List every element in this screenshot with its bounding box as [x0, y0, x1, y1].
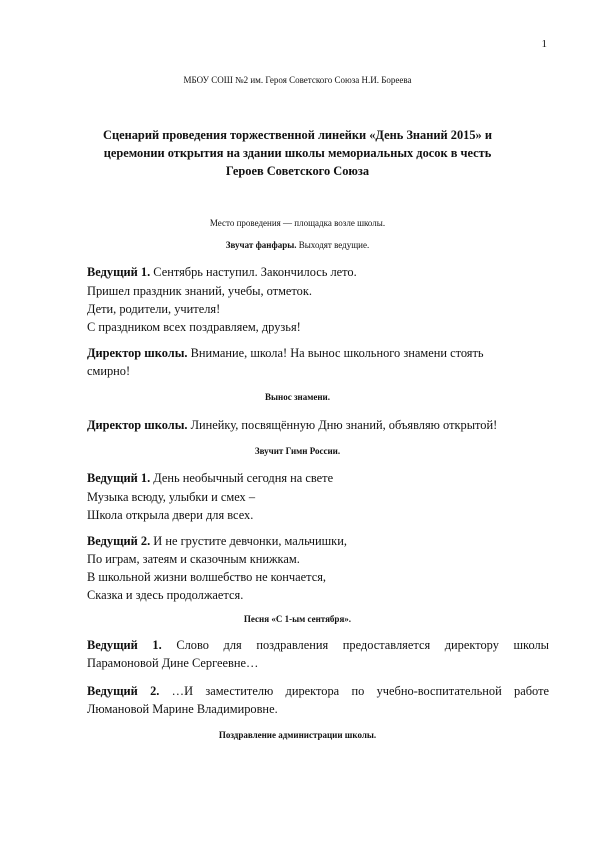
stage-direction-song: Песня «С 1-ым сентября».: [243, 614, 352, 624]
speech-text: День необычный сегодня на свете: [150, 471, 334, 485]
venue-note: Место проведения — площадка возле школы.: [209, 218, 386, 228]
block7-line-2: Люмановой Марине Владимировне.: [87, 702, 278, 716]
speech-text: Внимание, школа! На вынос школьного знамени стоять: [187, 346, 484, 360]
block7-line-1: [87, 684, 549, 699]
page-number: 1: [541, 38, 547, 50]
block5-line-1: [87, 534, 347, 549]
speech-text: …И заместителю директора по учебно-воспитательной работе: [159, 684, 549, 698]
block1-line-4: С праздником всех поздравляем, друзья!: [87, 320, 301, 334]
block2-line-1: [87, 346, 484, 361]
block4-line-3: Школа открыла двери для всех.: [87, 508, 254, 522]
block1-line-2: Пришел праздник знаний, учебы, отметок.: [87, 284, 312, 298]
block4-line-2: Музыка всюду, улыбки и смех –: [87, 490, 256, 504]
speaker-label: Директор школы.: [87, 418, 188, 432]
block6-line-1: [87, 638, 549, 653]
speaker-label: Ведущий 2.: [87, 534, 151, 548]
title-line-1: Сценарий проведения торжественной линейки «День Знаний 2015» и: [103, 128, 492, 142]
speech-text: Слово для поздравления предоставляется директору школы: [161, 638, 549, 652]
block1-line-3: Дети, родители, учителя!: [87, 302, 221, 316]
stage-direction-banner: Вынос знамени.: [264, 392, 330, 402]
block3-line: [87, 418, 497, 433]
block6-line-2: Парамоновой Дине Сергеевне…: [87, 656, 259, 670]
stage-direction-anthem: Звучит Гимн России.: [254, 446, 341, 456]
speech-text: Сентябрь наступил. Закончилось лето.: [150, 265, 357, 279]
speaker-label: Ведущий 1.: [87, 471, 151, 485]
block2-line-2: смирно!: [87, 364, 131, 378]
speaker-label: Ведущий 1.: [87, 265, 151, 279]
stage-direction-bold: Звучат фанфары.: [225, 240, 297, 250]
speaker-label: Ведущий 1.: [87, 638, 162, 652]
speech-text: И не грустите девчонки, мальчишки,: [150, 534, 347, 548]
speech-text: Линейку, посвящённую Дню знаний, объявляю открытой!: [187, 418, 498, 432]
block5-line-3: В школьной жизни волшебство не кончается,: [87, 570, 326, 584]
speaker-label: Директор школы.: [87, 346, 188, 360]
stage-direction-text: Выходят ведущие.: [296, 240, 370, 250]
block5-line-4: Сказка и здесь продолжается.: [87, 588, 244, 602]
stage-direction-fanfare: [0, 240, 595, 250]
title-line-3: Героев Советского Союза: [225, 164, 370, 178]
school-header: МБОУ СОШ №2 им. Героя Советского Союза Н.И. Бореева: [183, 75, 412, 85]
title-line-2: церемонии открытия на здании школы мемориальных досок в честь: [103, 146, 492, 160]
block4-line-1: [87, 471, 333, 486]
block5-line-2: По играм, затеям и сказочным книжкам.: [87, 552, 300, 566]
speaker-label: Ведущий 2.: [87, 684, 160, 698]
stage-direction-congratulations: Поздравление администрации школы.: [218, 730, 377, 740]
block1-line-1: [87, 265, 357, 280]
